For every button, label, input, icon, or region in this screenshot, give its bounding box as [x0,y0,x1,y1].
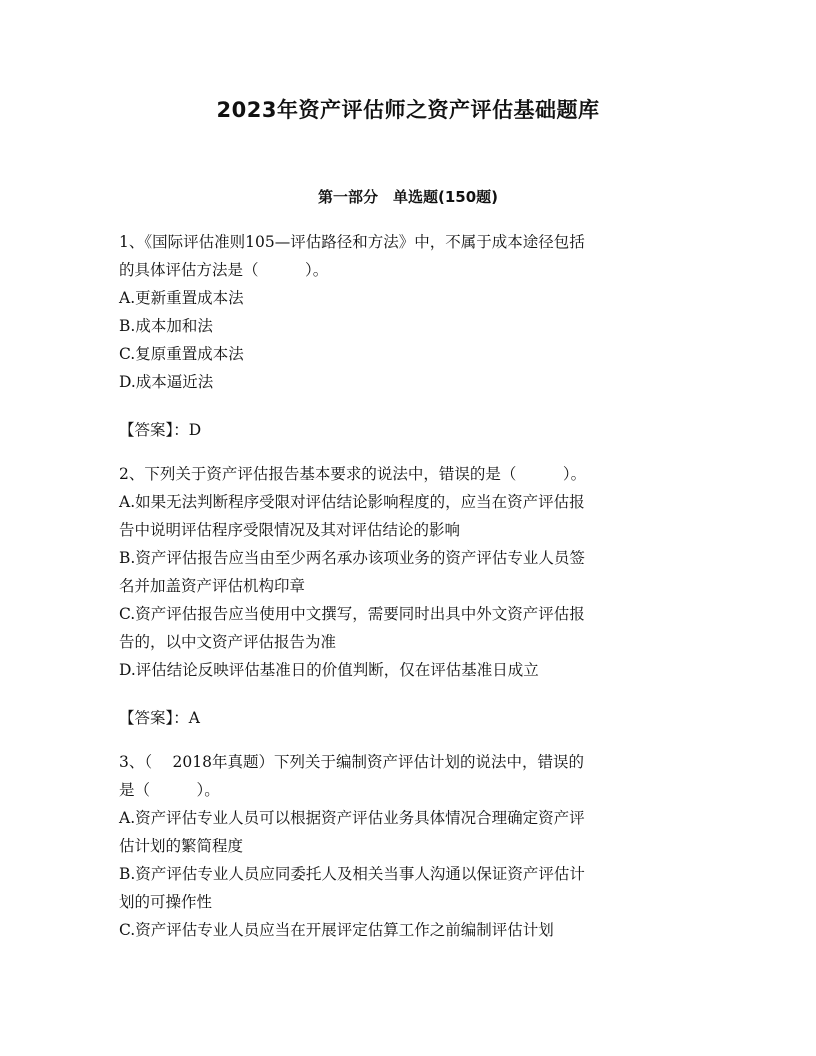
question-list [119,228,699,944]
question-stem-line: 3、（ 2018年真题）下列关于编制资产评估计划的说法中，错误的 [119,753,584,771]
option-b-continued: 名并加盖资产评估机构印章 [119,577,306,595]
question-2 [119,460,699,732]
option-a-continued: 告中说明评估程序受限情况及其对评估结论的影响 [119,521,461,539]
section-heading: 第一部分 单选题(150题) [317,188,499,206]
option-b: B.成本加和法 [119,317,213,335]
question-stem-line: 1、《国际评估准则105—评估路径和方法》中，不属于成本途径包括 [119,233,585,251]
question-stem-line: 的具体评估方法是（ ）。 [119,261,329,279]
document-title: 2023年资产评估师之资产评估基础题库 [216,98,600,122]
option-a-continued: 估计划的繁简程度 [119,837,244,855]
question-3 [119,748,699,944]
option-c: C.复原重置成本法 [119,345,244,363]
option-a: A.如果无法判断程序受限对评估结论影响程度的，应当在资产评估报 [119,493,585,511]
answer-line: 【答案】：D [119,421,202,439]
question-stem-line: 是（ ）。 [119,781,220,799]
option-b: B.资产评估报告应当由至少两名承办该项业务的资产评估专业人员签 [119,549,585,567]
question-stem-line: 2、下列关于资产评估报告基本要求的说法中，错误的是（ ）。 [119,465,587,483]
option-c: C.资产评估专业人员应当在开展评定估算工作之前编制评估计划 [119,921,554,939]
question-1 [119,228,699,444]
answer-line: 【答案】：A [119,709,200,727]
option-b-continued: 划的可操作性 [119,893,213,911]
option-c: C.资产评估报告应当使用中文撰写，需要同时出具中外文资产评估报 [119,605,585,623]
option-d: D.成本逼近法 [119,373,214,391]
option-b: B.资产评估专业人员应同委托人及相关当事人沟通以保证资产评估计 [119,865,585,883]
option-a: A.更新重置成本法 [119,289,244,307]
option-c-continued: 告的，以中文资产评估报告为准 [119,633,337,651]
option-d: D.评估结论反映评估基准日的价值判断，仅在评估基准日成立 [119,661,539,679]
option-a: A.资产评估专业人员可以根据资产评估业务具体情况合理确定资产评 [119,809,585,827]
